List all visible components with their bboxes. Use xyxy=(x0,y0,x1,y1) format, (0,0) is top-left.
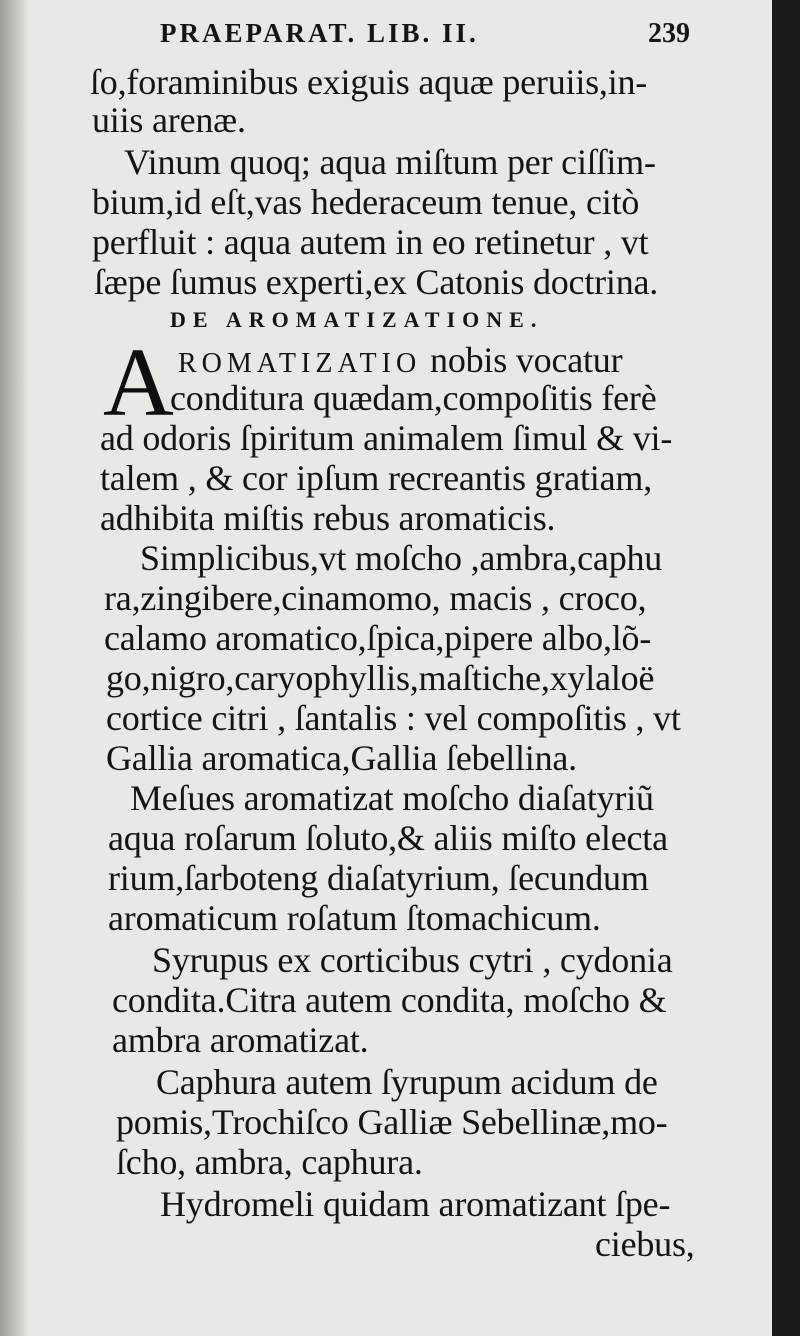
text-line: ſæpe ſumus experti,ex Catonis doctrina. xyxy=(94,262,659,302)
text-line: Hydromeli quidam aromatizant ſpe- xyxy=(160,1184,671,1224)
page-number: 239 xyxy=(648,18,690,49)
text-line: Syrupus ex corticibus cytri , cydonia xyxy=(152,940,673,980)
text-line: ſcho, ambra, caphura. xyxy=(116,1142,423,1182)
text-line: conditura quædam,compoſitis ferè xyxy=(170,378,657,418)
text-line: ad odoris ſpiritum animalem ſimul & vi- xyxy=(100,418,673,458)
running-head: PRAEPARAT. LIB. II. xyxy=(160,18,479,48)
text-line: talem , & cor ipſum recreantis gratiam, xyxy=(100,458,652,498)
scan-edge xyxy=(772,0,800,1336)
text-line: cortice citri , ſantalis : vel compoſitis , vt xyxy=(106,698,681,738)
text-fragment: nobis vocatur xyxy=(430,340,623,380)
text-line: rium,ſarboteng diaſatyrium, ſecundum xyxy=(108,858,649,898)
text-line: uiis arenæ. xyxy=(92,100,246,140)
text-line: Gallia aromatica,Gallia ſebellina. xyxy=(106,738,577,778)
text-line: ra,zingibere,cinamomo, macis , croco, xyxy=(104,578,647,618)
text-line: aromaticum roſatum ſtomachicum. xyxy=(108,898,601,938)
text-line: Vinum quoq; aqua miſtum per ciſſim- xyxy=(124,142,656,182)
text-line: go,nigro,caryophyllis,maſtiche,xylaloë xyxy=(106,658,655,698)
text-line: ambra aromatizat. xyxy=(112,1020,369,1060)
text-line: Caphura autem ſyrupum acidum de xyxy=(156,1062,658,1102)
text-line: perfluit : aqua autem in eo retinetur , vt xyxy=(92,222,649,262)
text-line: bium,id eſt,vas hederaceum tenue, citò xyxy=(92,182,640,222)
text-line: calamo aromatico,ſpica,pipere albo,lõ- xyxy=(104,618,652,658)
text-line: Simplicibus,vt moſcho ,ambra,caphu xyxy=(140,538,663,578)
text-line: pomis,Trochiſco Galliæ Sebellinæ,mo- xyxy=(116,1102,668,1142)
text-line: adhibita miſtis rebus aromaticis. xyxy=(100,498,556,538)
drop-cap: A xyxy=(103,329,174,437)
text-line: condita.Citra autem condita, moſcho & xyxy=(112,980,667,1020)
text-line: ſo,foraminibus exiguis aquæ peruiis,in- xyxy=(90,62,648,102)
catchword: ciebus, xyxy=(595,1224,695,1264)
first-word-caps: ROMATIZATIO xyxy=(178,348,422,379)
text-line: aqua roſarum ſoluto,& aliis miſto electa xyxy=(108,818,668,858)
section-heading: DE AROMATIZATIONE. xyxy=(170,307,544,332)
text-line: Meſues aromatizat moſcho diaſatyriũ xyxy=(130,778,654,818)
